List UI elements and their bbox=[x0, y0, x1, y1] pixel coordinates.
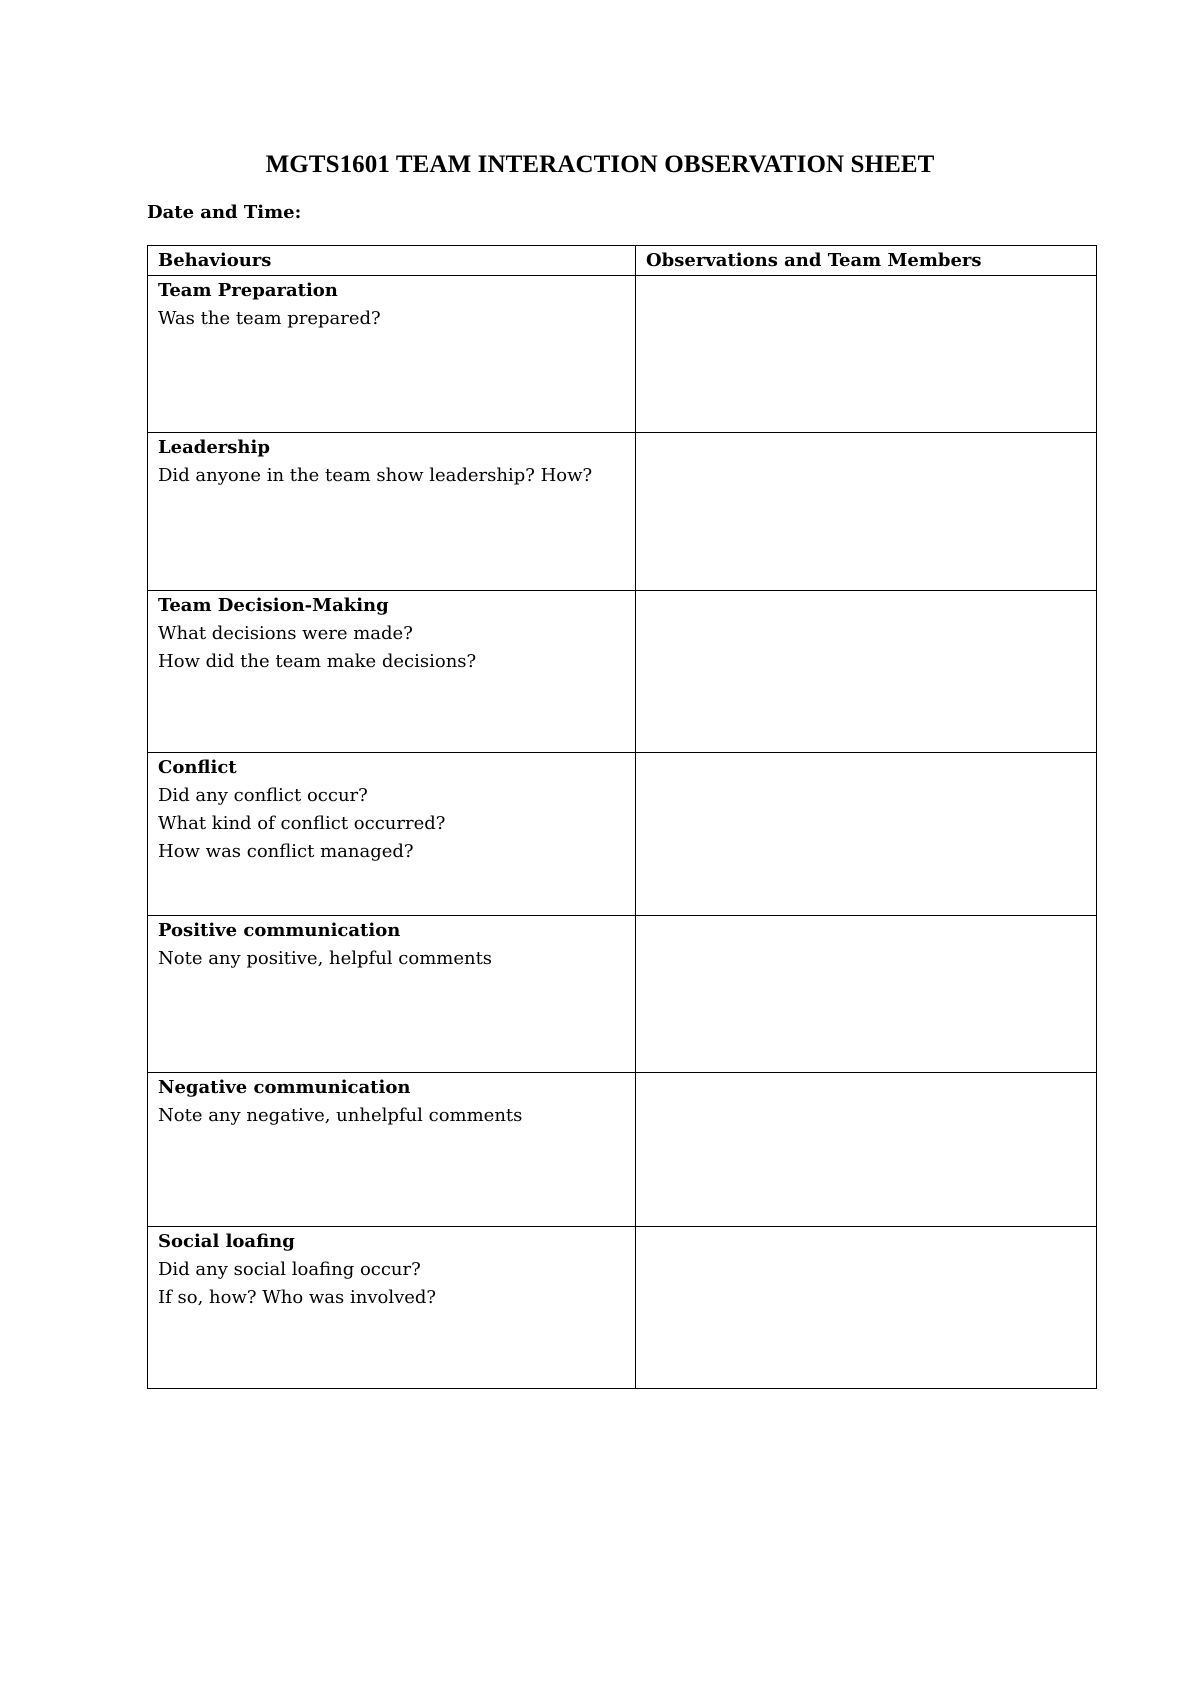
behaviour-question: What kind of conflict occurred? bbox=[158, 813, 446, 834]
behaviour-cell bbox=[148, 1073, 636, 1227]
behaviour-question: Did any social loafing occur? bbox=[158, 1259, 421, 1280]
document-title: MGTS1601 TEAM INTERACTION OBSERVATION SHEET bbox=[265, 151, 935, 178]
behaviour-question: Note any negative, unhelpful comments bbox=[158, 1105, 523, 1126]
observations-cell[interactable] bbox=[636, 1073, 1097, 1227]
behaviour-question: If so, how? Who was involved? bbox=[158, 1287, 437, 1308]
table-row bbox=[148, 753, 1097, 916]
table-row bbox=[148, 1073, 1097, 1227]
behaviour-cell bbox=[148, 753, 636, 916]
table-header-row bbox=[148, 246, 1097, 276]
behaviour-title: Conflict bbox=[158, 757, 237, 778]
behaviour-title: Leadership bbox=[158, 437, 270, 458]
table-row bbox=[148, 1227, 1097, 1389]
observations-cell[interactable] bbox=[636, 1227, 1097, 1389]
table-row bbox=[148, 591, 1097, 753]
behaviour-question: Was the team prepared? bbox=[158, 308, 381, 329]
behaviour-cell bbox=[148, 276, 636, 433]
table-row bbox=[148, 276, 1097, 433]
behaviour-title: Team Preparation bbox=[158, 280, 338, 301]
observations-cell[interactable] bbox=[636, 433, 1097, 591]
behaviour-question: How was conflict managed? bbox=[158, 841, 414, 862]
table-row bbox=[148, 916, 1097, 1073]
behaviour-title: Negative communication bbox=[158, 1077, 411, 1098]
behaviour-cell bbox=[148, 433, 636, 591]
header-behaviours: Behaviours bbox=[148, 246, 636, 276]
observations-cell[interactable] bbox=[636, 591, 1097, 753]
behaviour-question: How did the team make decisions? bbox=[158, 651, 477, 672]
behaviour-question: Note any positive, helpful comments bbox=[158, 948, 493, 969]
behaviour-title: Positive communication bbox=[158, 920, 401, 941]
behaviour-question: Did any conflict occur? bbox=[158, 785, 368, 806]
behaviour-cell bbox=[148, 916, 636, 1073]
table-row bbox=[148, 433, 1097, 591]
observations-cell[interactable] bbox=[636, 276, 1097, 433]
header-observations: Observations and Team Members bbox=[636, 246, 1097, 276]
behaviour-title: Team Decision-Making bbox=[158, 595, 389, 616]
date-time-label: Date and Time: bbox=[147, 202, 302, 223]
behaviour-question: Did anyone in the team show leadership? How? bbox=[158, 465, 593, 486]
behaviour-question: What decisions were made? bbox=[158, 623, 413, 644]
behaviour-cell bbox=[148, 591, 636, 753]
observations-cell[interactable] bbox=[636, 753, 1097, 916]
behaviour-cell bbox=[148, 1227, 636, 1389]
observations-cell[interactable] bbox=[636, 916, 1097, 1073]
observation-table bbox=[147, 245, 1097, 1389]
behaviour-title: Social loafing bbox=[158, 1231, 295, 1252]
